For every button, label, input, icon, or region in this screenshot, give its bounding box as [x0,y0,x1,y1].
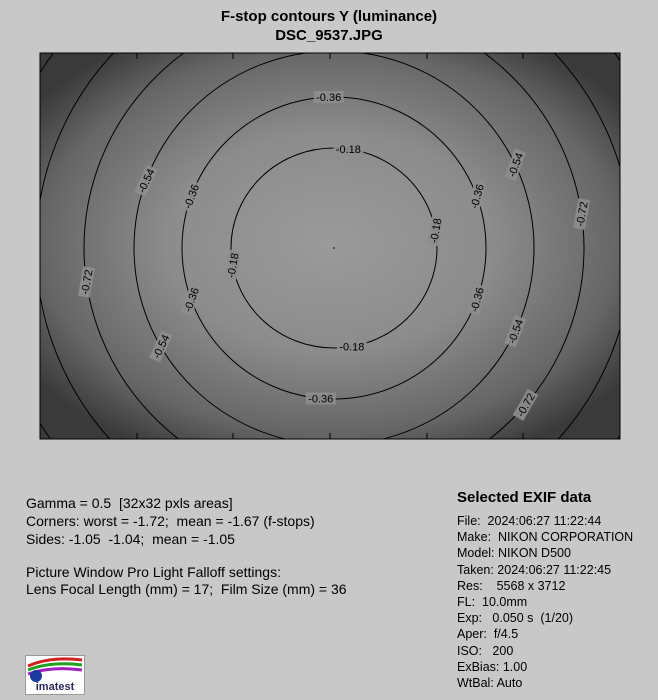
contour-label: -0.72 [514,391,538,420]
pw-settings-title: Picture Window Pro Light Falloff settings: [26,564,281,580]
contour-label: -0.36 [468,182,487,211]
chart-title: F-stop contours Y (luminance) [220,8,438,25]
contour-label: -0.36 [182,182,203,211]
exif-list [457,513,633,691]
contour-label: -0.36 [308,393,334,406]
contour-label: -0.36 [316,92,342,105]
exif-row-exp: Exp: 0.050 s (1/20) [457,611,574,626]
exif-row-wtbal: WtBal: Auto [457,676,523,691]
imatest-logo [25,655,85,695]
contour-label: -0.36 [468,286,487,314]
contour-label: -0.18 [225,252,242,279]
exif-row-res: Res: 5568 x 3712 [457,578,566,593]
contour-label: -0.54 [506,151,527,179]
exif-row-taken: Taken: 2024:06:27 11:22:45 [457,562,612,577]
contour-label: -0.54 [506,317,527,346]
exif-row-fl: FL: 10.0mm [457,595,528,610]
center-marker [333,247,335,249]
exif-row-aper: Aper: f/4.5 [457,627,519,642]
contour-label: -0.36 [182,286,203,314]
logo-text: imatest [35,681,75,693]
corners-text: Corners: worst = -1.72; mean = -1.67 (f-stops) [26,513,315,529]
exif-row-exbias: ExBias: 1.00 [457,659,528,674]
exif-row-make: Make: NIKON CORPORATION [457,530,634,545]
sides-text: Sides: -1.05 -1.04; mean = -1.05 [26,531,235,547]
contour-label: -0.72 [574,200,591,228]
exif-title: Selected EXIF data [457,489,592,506]
contour-label: -0.18 [335,143,361,156]
contour-label: -0.54 [136,167,158,195]
exif-row-model: Model: NIKON D500 [457,546,571,561]
exif-row-file: File: 2024:06:27 11:22:44 [457,514,602,528]
exif-row-iso: ISO: 200 [457,643,514,658]
contour-label: -0.72 [79,268,96,296]
contour-label: -0.54 [150,333,173,361]
pw-settings-values: Lens Focal Length (mm) = 17; Film Size (mm) = 36 [26,581,347,597]
gamma-text: Gamma = 0.5 [32x32 pxls areas] [26,495,233,511]
contour-label: -0.18 [428,217,445,245]
contour-label: -0.18 [339,341,365,354]
chart-subtitle: DSC_9537.JPG [275,27,383,44]
